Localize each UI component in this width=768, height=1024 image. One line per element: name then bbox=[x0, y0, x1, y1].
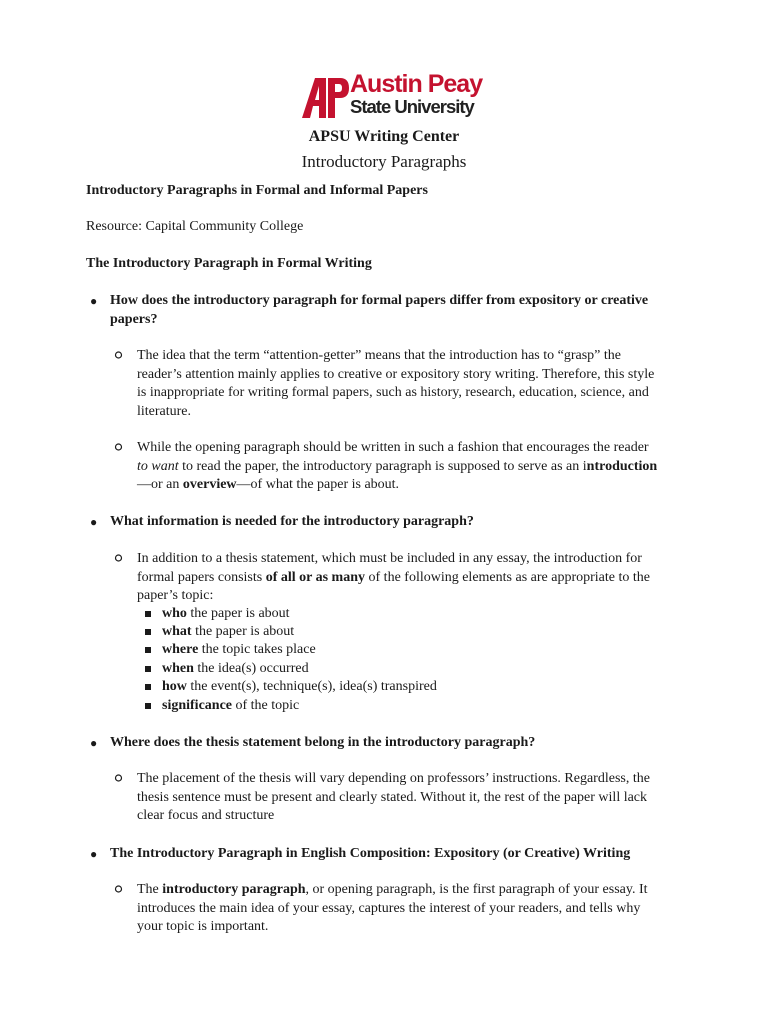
answer-text: formal papers consists bbox=[137, 569, 266, 585]
bullet-circle-icon bbox=[114, 550, 126, 568]
answer-line: introduces the main idea of your essay, captures the interest of your readers, and tells why bbox=[137, 900, 641, 916]
bullet-disc-icon: ● bbox=[90, 294, 98, 308]
answer-line: clear focus and structure bbox=[137, 808, 275, 823]
question-information-needed: What information is needed for the introductory paragraph? bbox=[110, 514, 474, 529]
bullet-disc-icon: ● bbox=[90, 515, 98, 529]
answer-line: While the opening paragraph should be written in such a fashion that encourages the reader bbox=[137, 440, 649, 455]
answer-introductory-paragraph bbox=[137, 881, 705, 937]
item-text: the idea(s) occurred bbox=[193, 661, 309, 676]
list-item-when bbox=[162, 660, 702, 679]
italic-text: to want bbox=[137, 458, 179, 474]
page-subtitle: Introductory Paragraphs bbox=[301, 152, 467, 171]
bold-text: introductory paragraph bbox=[162, 882, 306, 897]
answer-line: reader’s attention mainly applies to creative or expository story writing. Therefore, this style bbox=[137, 366, 655, 382]
question-line: How does the introductory paragraph for formal papers differ from expository or creative bbox=[110, 293, 649, 308]
answer-line bbox=[137, 569, 705, 588]
question-english-composition: The Introductory Paragraph in English Composition: Expository (or Creative) Writing bbox=[110, 846, 631, 861]
answer-line: your topic is important. bbox=[137, 919, 269, 934]
section-heading-formal-informal: Introductory Paragraphs in Formal and Informal Papers bbox=[86, 183, 428, 198]
answer-line: is inappropriate for writing formal papers, such as history, research, education, science, and bbox=[137, 385, 649, 400]
answer-thesis-placement bbox=[137, 770, 705, 826]
logo-text-state-university: State University bbox=[350, 96, 474, 117]
bold-text: how bbox=[162, 679, 187, 694]
bullet-disc-icon: ● bbox=[90, 847, 98, 861]
list-item-how bbox=[162, 678, 702, 697]
bullet-circle-icon bbox=[114, 439, 126, 457]
logo-text-austin-peay: Austin Peay bbox=[350, 70, 483, 98]
bullet-disc-icon: ● bbox=[90, 736, 98, 750]
answer-line: In addition to a thesis statement, which must be included in any essay, the introduction for bbox=[137, 551, 642, 566]
page-title: APSU Writing Center bbox=[308, 128, 460, 145]
section-heading-formal-writing: The Introductory Paragraph in Formal Writing bbox=[86, 256, 372, 271]
answer-text: —or an bbox=[137, 477, 183, 492]
answer-text: —of what the paper is about. bbox=[236, 477, 400, 492]
answer-line: The placement of the thesis will vary depending on professors’ instructions. Regardless, the bbox=[137, 771, 650, 786]
answer-line: literature. bbox=[137, 403, 192, 419]
item-text: the paper is about bbox=[191, 624, 295, 639]
answer-text: to read the paper, the introductory paragraph is supposed to serve as an i bbox=[178, 458, 587, 474]
bullet-square-icon bbox=[144, 697, 152, 722]
question-formal-vs-expository bbox=[110, 292, 710, 329]
answer-line: paper’s topic: bbox=[137, 588, 214, 603]
bold-text: who bbox=[162, 606, 187, 621]
item-text: of the topic bbox=[232, 698, 300, 713]
answer-line: thesis sentence must be present and clearly stated. Without it, the rest of the paper will lack bbox=[137, 789, 648, 805]
question-line: papers? bbox=[110, 311, 158, 327]
item-text: the topic takes place bbox=[198, 642, 316, 657]
ap-logo-mark bbox=[302, 78, 350, 120]
answer-text: , or opening paragraph, is the first paragraph of your essay. It bbox=[305, 882, 648, 897]
answer-thesis-elements bbox=[137, 550, 705, 606]
item-text: the paper is about bbox=[186, 606, 290, 621]
list-item-who bbox=[162, 605, 702, 624]
answer-line bbox=[137, 476, 705, 495]
bold-text: when bbox=[162, 661, 194, 676]
bold-text: ntroduction bbox=[586, 458, 658, 474]
answer-attention-getter bbox=[137, 347, 705, 421]
bold-text: where bbox=[162, 642, 199, 657]
list-item-what bbox=[162, 623, 702, 642]
bold-text: significance bbox=[162, 698, 232, 713]
answer-line: The idea that the term “attention-getter” means that the introduction has to “grasp” the bbox=[137, 348, 621, 363]
apsu-logo bbox=[302, 70, 483, 122]
answer-line bbox=[137, 881, 705, 900]
list-item-significance bbox=[162, 697, 702, 716]
answer-opening-paragraph bbox=[137, 439, 705, 495]
resource-line: Resource: Capital Community College bbox=[86, 219, 304, 234]
bold-text: of all or as many bbox=[265, 569, 366, 585]
bold-text: what bbox=[162, 624, 192, 639]
item-text: the event(s), technique(s), idea(s) transpired bbox=[186, 679, 437, 694]
answer-line bbox=[137, 458, 705, 477]
question-thesis-placement: Where does the thesis statement belong in the introductory paragraph? bbox=[110, 735, 536, 750]
list-item-where bbox=[162, 641, 702, 660]
bullet-circle-icon bbox=[114, 770, 126, 788]
bullet-circle-icon bbox=[114, 347, 126, 365]
answer-text: of the following elements as are appropriate to the bbox=[365, 569, 650, 585]
bullet-circle-icon bbox=[114, 881, 126, 899]
answer-text: The bbox=[137, 882, 163, 897]
bold-text: overview bbox=[182, 477, 237, 492]
